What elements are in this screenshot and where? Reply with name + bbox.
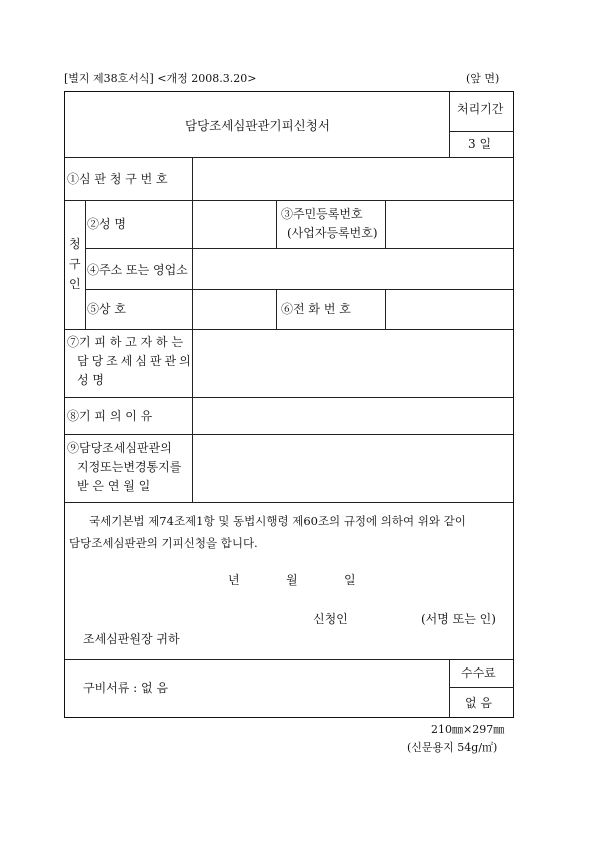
- applicant-char-2: 구: [69, 257, 81, 271]
- form-title: 담당조세심판관기피신청서: [185, 118, 330, 133]
- case-number-label: ①심 판 청 구 번 호: [67, 172, 168, 186]
- name-label: ②성 명: [87, 217, 126, 231]
- date-day: 일: [344, 573, 356, 587]
- address-field[interactable]: [193, 249, 513, 289]
- reason-field[interactable]: [193, 398, 513, 434]
- address-label: ④주소 또는 영업소: [87, 263, 188, 277]
- applicant-char-1: 청: [69, 237, 81, 251]
- processing-period-value: 3 일: [468, 137, 492, 151]
- resident-number-field[interactable]: [386, 201, 512, 248]
- judge-name-field[interactable]: [193, 330, 513, 397]
- required-documents: 구비서류 : 없 음: [83, 681, 169, 695]
- form-number: [별지 제38호서식] <개정 2008.3.20>: [64, 72, 257, 85]
- judge-name-label-3: 성 명: [77, 373, 104, 387]
- resident-number-label: ③주민등록번호: [281, 207, 363, 221]
- case-number-field[interactable]: [193, 158, 449, 200]
- phone-label: ⑥전 화 번 호: [281, 302, 351, 316]
- judge-name-label-1: ⑦기 피 하 고 자 하 는: [67, 335, 184, 349]
- date-year: 년: [228, 573, 240, 587]
- business-number-label: (사업자등록번호): [287, 226, 378, 240]
- notice-date-field[interactable]: [193, 435, 513, 502]
- addressee: 조세심판원장 귀하: [83, 632, 180, 646]
- page-side: (앞 면): [466, 72, 500, 85]
- statement-line-2: 담당조세심판관의 기피신청을 합니다.: [69, 536, 258, 550]
- reason-label: ⑧기 피 의 이 유: [67, 409, 153, 423]
- notice-date-label-3: 받 은 연 월 일: [77, 479, 151, 493]
- applicant-char-3: 인: [69, 277, 81, 291]
- trade-name-field[interactable]: [193, 290, 276, 329]
- paper-type: (신문용지 54g/㎡): [407, 741, 498, 754]
- notice-date-label-1: ⑨담당조세심판관의: [67, 441, 172, 455]
- processing-period-label: 처리기간: [457, 102, 504, 116]
- paper-size: 210㎜×297㎜: [431, 723, 505, 736]
- judge-name-label-2: 담당조세심판관의: [77, 354, 194, 368]
- fee-value: 없 음: [465, 696, 492, 710]
- applicant-signature-label: 신청인: [313, 612, 348, 626]
- signature-or-seal: (서명 또는 인): [421, 612, 496, 626]
- phone-field[interactable]: [386, 290, 512, 329]
- application-form: [64, 91, 514, 718]
- fee-label: 수수료: [461, 666, 496, 680]
- statement-line-1: 국세기본법 제74조제1항 및 동법시행령 제60조의 규정에 의하여 위와 같이: [89, 514, 466, 528]
- notice-date-label-2: 지정또는변경통지를: [77, 460, 182, 474]
- name-field[interactable]: [193, 201, 276, 248]
- trade-name-label: ⑤상 호: [87, 302, 126, 316]
- date-month: 월: [286, 573, 298, 587]
